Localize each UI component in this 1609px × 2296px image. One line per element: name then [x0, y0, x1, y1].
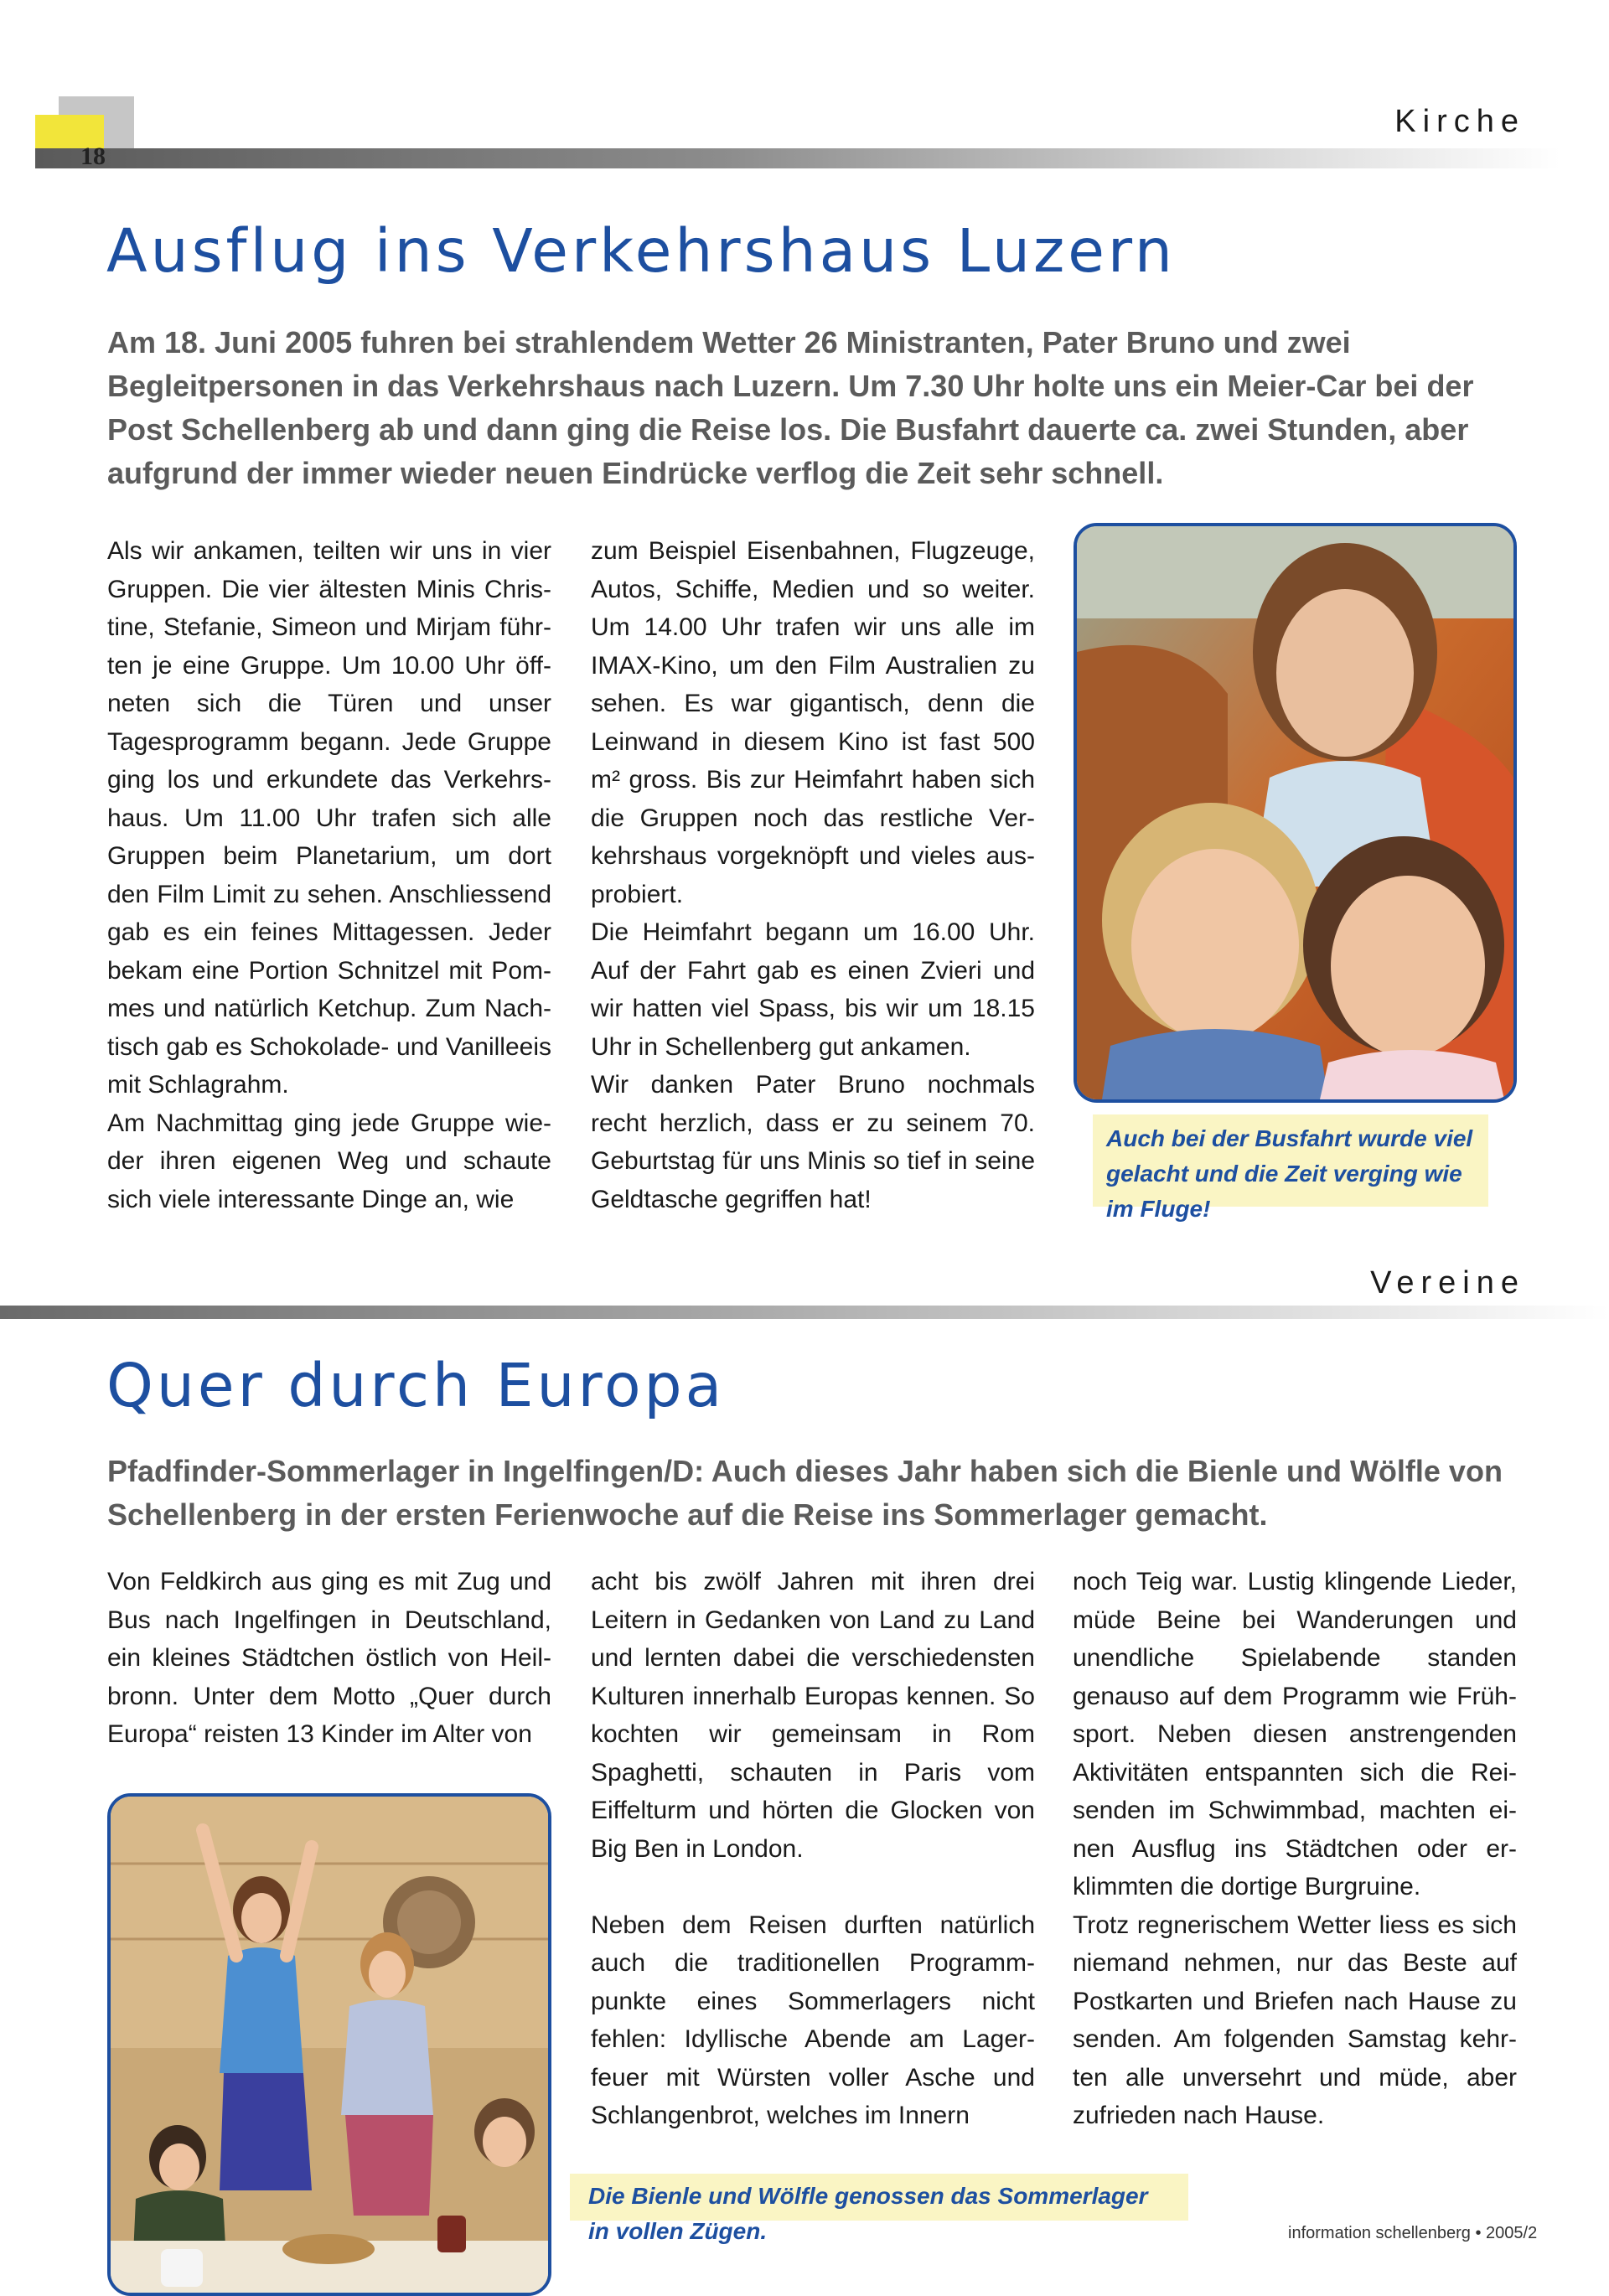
article-title: Quer durch Europa	[106, 1351, 726, 1420]
paragraph: Als wir ankamen, teilten wir uns in vier Gruppen. Die vier ältesten Minis Christine, Stefanie, Simeon und Mirjam führten je eine Gruppe. Um 10.00 Uhr öffneten sich die Türen und unser Tagesprogramm begann. Jede Gruppe ging los und erkundete das Verkehrshaus. Um 11.00 Uhr trafen sich alle Gruppen beim Planetarium, um dort den Film Limit zu sehen. Anschliessend gab es ein feines Mittagessen. Jeder bekam eine Portion Schnitzel mit Pommes und natürlich Ketchup. Zum Nachtisch gab es Schokolade- und Vanilleeis mit Schlagrahm.	[107, 537, 551, 1099]
photo-caption: Auch bei der Busfahrt wurde viel gelacht und die Zeit verging wie im Fluge!	[1093, 1114, 1488, 1207]
article-column-1	[107, 532, 551, 1218]
paragraph: Am Nachmittag ging jede Gruppe wieder ihren eigenen Weg und schaute sich viele interessante Dinge an, wie	[107, 1109, 551, 1213]
section-label-kirche: Kirche	[1394, 104, 1525, 139]
section-label-vereine: Vereine	[1370, 1265, 1525, 1301]
paragraph: Von Feldkirch aus ging es mit Zug und Bus nach Ingelfingen in Deutschland, ein kleines Städtchen östlich von Heilbronn. Unter dem Motto „Quer durch Europa“ reisten 13 Kinder im Alter von	[107, 1568, 551, 1748]
article-column-2	[591, 532, 1035, 1218]
paragraph: acht bis zwölf Jahren mit ihren drei Leitern in Gedanken von Land zu Land und lernten dabei die verschiedensten Kulturen innerhalb Europas kennen. So kochten wir gemeinsam in Rom Spaghetti, schauten in Paris vom Eiffelturm und hörten die Glocken von Big Ben in London.	[591, 1568, 1035, 1863]
article-lead: Pfadfinder-Sommerlager in Ingelfingen/D: Auch dieses Jahr haben sich die Bienle und Wölfle von Schellenberg in der ersten Ferienwoche auf die Reise ins Sommerlager gemacht.	[107, 1454, 1503, 1532]
scout-camp-photo-illustration	[111, 1797, 548, 2293]
article-lead: Am 18. Juni 2005 fuhren bei strahlendem Wetter 26 Ministranten, Pater Bruno und zwei Begleitpersonen in das Verkehrshaus nach Luzern. Um 7.30 Uhr holte uns ein Meier-Car bei der Post Schellenberg ab und dann ging die Reise los. Die Busfahrt dauerte ca. zwei Stunden, aber aufgrund der immer wieder neuen Eindrücke verflog die Zeit sehr schnell.	[107, 325, 1474, 490]
paragraph: Neben dem Reisen durften natürlich auch die traditionellen Programmpunkte eines Sommerlagers nicht fehlen: Idyllische Abende am Lagerfeuer mit Würsten voller Asche und Schlangenbrot, welches im Innern	[591, 1911, 1035, 2129]
paragraph: Wir danken Pater Bruno nochmals recht herzlich, dass er zu seinem 70. Geburtstag für uns Minis so tief in seine Geldtasche gegriffen hat!	[591, 1071, 1035, 1213]
top-rule	[35, 148, 1560, 168]
photo-scout-camp	[107, 1793, 551, 2296]
article-column-2	[591, 1563, 1035, 2135]
article-column-3	[1073, 1563, 1517, 2135]
photo-caption: Die Bienle und Wölfle genossen das Sommerlager in vollen Zügen.	[570, 2174, 1188, 2221]
photo-children-smiling	[1074, 523, 1517, 1103]
children-photo-illustration	[1077, 526, 1513, 1099]
paragraph: Trotz regnerischem Wetter liess es sich niemand nehmen, nur das Beste auf Postkarten und Briefen nach Hause zu senden. Am folgenden Samstag kehrten alle unversehrt und müde, aber zufrieden nach Hause.	[1073, 1911, 1517, 2129]
footer-publication: information schellenberg • 2005/2	[1288, 2224, 1538, 2242]
article-title: Ausflug ins Verkehrshaus Luzern	[106, 216, 1176, 286]
article-column-1	[107, 1563, 551, 1754]
paragraph: zum Beispiel Eisenbahnen, Flugzeuge, Autos, Schiffe, Medien und so weiter. Um 14.00 Uhr trafen wir uns alle im IMAX-Kino, um den Film Australien zu sehen. Es war gigantisch, denn die Leinwand in diesem Kino ist fast 500 m² gross. Bis zur Heimfahrt haben sich die Gruppen noch das restliche Verkehrshaus vorgeknöpft und vieles ausprobiert.	[591, 537, 1035, 908]
paragraph: Die Heimfahrt begann um 16.00 Uhr. Auf der Fahrt gab es einen Zvieri und wir hatten viel Spass, bis wir um 18.15 Uhr in Schellenberg gut ankamen.	[591, 918, 1035, 1061]
paragraph: noch Teig war. Lustig klingende Lieder, müde Beine bei Wanderungen und unendliche Spielabende standen genauso auf dem Programm wie Frühsport. Neben diesen anstrengenden Aktivitäten entspannten sich die Reisenden im Schwimmbad, machten einen Ausflug ins Städtchen oder erklimmten die dortige Burgruine.	[1073, 1568, 1517, 1900]
section-rule	[0, 1306, 1609, 1319]
page-number: 18	[80, 142, 106, 170]
